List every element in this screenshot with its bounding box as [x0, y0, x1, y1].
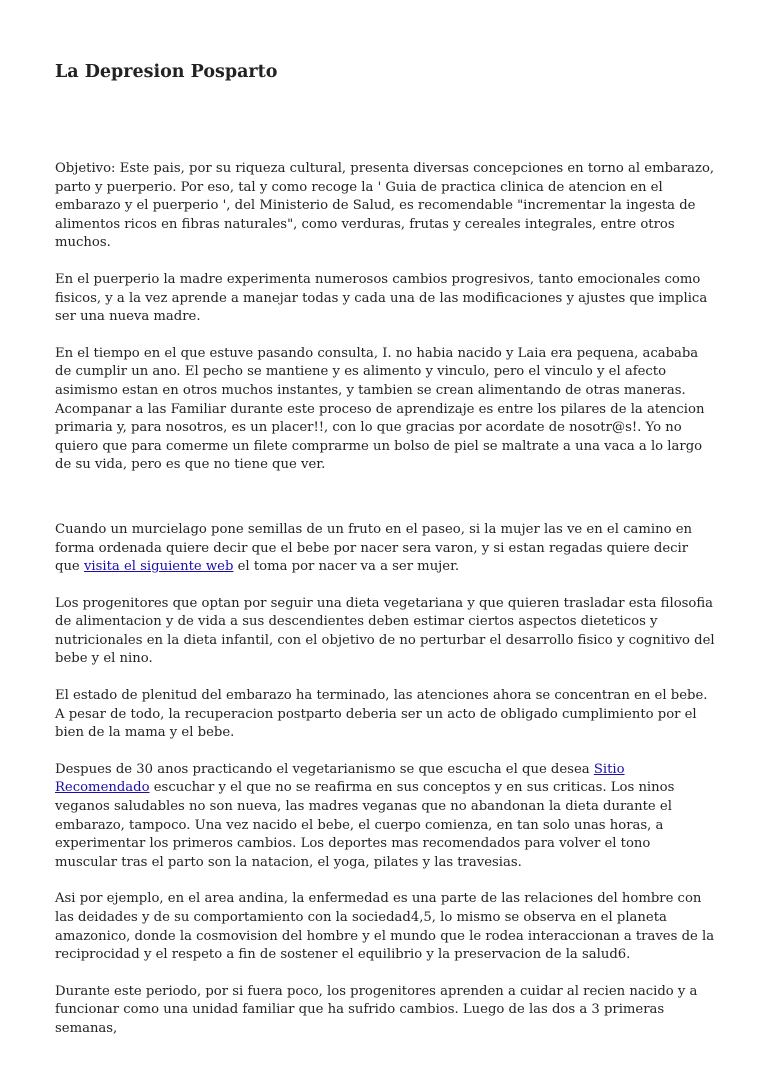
- paragraph-vegetarianismo: [55, 761, 715, 873]
- paragraph-vegetariana: Los progenitores que optan por seguir una dieta vegetariana y que quieren trasladar esta filosofia de alimentacion y de vida a sus descendientes deben estimar ciertos aspectos dieteticos y nutricionales en la dieta infantil, con el objetivo de no perturbar el desarrollo fisico y cognitivo del bebe y el nino.: [55, 595, 715, 667]
- paragraph-objective: Objetivo: Este pais, por su riqueza cultural, presenta diversas concepciones en torno al embarazo, parto y puerperio. Por eso, tal y como recoge la ' Guia de practica clinica de atencion en el embarazo y el puerperio ', del Ministerio de Salud, es recomendable "incrementar la ingesta de alimentos ricos en fibras naturales", como verduras, frutas y cereales integrales, entre otros muchos.: [55, 161, 715, 251]
- paragraph-text: Cuando un murcielago pone semillas de un fruto en el paseo, si la mujer las ve en el camino en forma ordenada quiere decir que el bebe por nacer sera varon, y si estan regadas quiere decir que: [55, 521, 693, 575]
- paragraph-area-andina: Asi por ejemplo, en el area andina, la enfermedad es una parte de las relaciones del hombre con las deidades y de su comportamiento con la sociedad4,5, lo mismo se observa en el planeta amazonico, donde la cosmovision del hombre y el mundo que le rodea interaccionan a traves de la reciprocidad y el respeto a fin de sostener el equilibrio y la preservacion de la salud6.: [55, 891, 715, 963]
- page-title: La Depresion Posparto: [55, 62, 278, 82]
- visita-web-link[interactable]: visita el siguiente web: [83, 559, 234, 575]
- paragraph-text: Despues de 30 anos practicando el vegetarianismo se que escucha el que desea: [55, 761, 594, 777]
- document-body: [55, 160, 715, 1057]
- paragraph-plenitud: El estado de plenitud del embarazo ha terminado, las atenciones ahora se concentran en el bebe. A pesar de todo, la recuperacion postparto deberia ser un acto de obligado cumplimiento por el bien de la mama y el bebe.: [55, 688, 708, 741]
- paragraph-murcielago: [55, 521, 715, 577]
- paragraph-text: el toma por nacer va a ser mujer.: [233, 559, 460, 575]
- paragraph-puerperio: En el puerperio la madre experimenta numerosos cambios progresivos, tanto emocionales como fisicos, y a la vez aprende a manejar todas y cada una de las modificaciones y ajustes que implica ser una nueva madre.: [55, 271, 708, 325]
- paragraph-periodo: Durante este periodo, por si fuera poco, los progenitores aprenden a cuidar al recien nacido y a funcionar como una unidad familiar que ha sufrido cambios. Luego de las dos a 3 primeras semanas,: [55, 983, 698, 1036]
- paragraph-text: escuchar y el que no se reafirma en sus conceptos y en sus criticas. Los ninos veganos saludables no son nueva, las madres veganas que no abandonan la dieta durante el embarazo, tampoco. Una vez nacido el bebe, el cuerpo comienza, en tan solo unas horas, a experimentar los primeros cambios. Los deportes mas recomendados para volver el tono muscular tras el parto son la natacion, el yoga, pilates y las travesias.: [55, 780, 675, 870]
- paragraph-consulta: En el tiempo en el que estuve pasando consulta, I. no habia nacido y Laia era pequena, acababa de cumplir un ano. El pecho se mantiene y es alimento y vinculo, pero el vinculo y el afecto asimismo estan en otros muchos instantes, y tambien se crean alimentando de otras maneras. Acompanar a las Familiar durante este proceso de aprendizaje es entre los pilares de la atencion primaria y, para nosotros, es un placer!!, con lo que gracias por acordate de nosotr@s!. Yo no quiero que para comerme un filete comprarme un bolso de piel se maltrate a una vaca a lo largo de su vida, pero es que no tiene que ver.: [55, 345, 705, 473]
- sitio-recomendado-link[interactable]: Sitio Recomendado: [55, 761, 625, 796]
